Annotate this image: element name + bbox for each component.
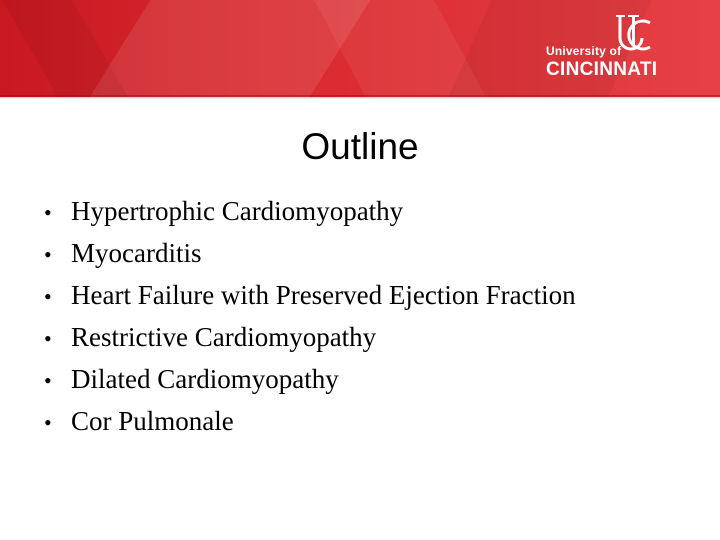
list-item xyxy=(44,238,576,280)
list-item-text: Heart Failure with Preserved Ejection Fraction xyxy=(71,280,576,310)
outline-list xyxy=(44,196,576,448)
list-item-text: Myocarditis xyxy=(71,238,202,268)
list-item-text: Dilated Cardiomyopathy xyxy=(71,364,339,394)
list-item-text: Cor Pulmonale xyxy=(71,406,234,436)
list-item xyxy=(44,322,576,364)
list-item xyxy=(44,364,576,406)
slide-title: Outline xyxy=(301,126,419,167)
list-item-text: Restrictive Cardiomyopathy xyxy=(71,322,377,352)
list-item-text: Hypertrophic Cardiomyopathy xyxy=(71,196,404,226)
university-logo xyxy=(546,14,686,84)
bullet-icon: • xyxy=(44,368,52,393)
bullet-icon: • xyxy=(44,284,52,309)
banner-facet xyxy=(2,0,128,97)
header-banner xyxy=(0,0,720,97)
bullet-icon: • xyxy=(44,200,52,225)
bullet-icon: • xyxy=(44,242,52,267)
list-item xyxy=(44,196,576,238)
bullet-icon: • xyxy=(44,410,52,435)
list-item xyxy=(44,280,576,322)
banner-shadow xyxy=(0,95,720,99)
logo-university-of: University of xyxy=(546,44,622,58)
logo-cincinnati: CINCINNATI xyxy=(546,59,658,80)
bullet-icon: • xyxy=(44,326,52,351)
list-item xyxy=(44,406,576,448)
